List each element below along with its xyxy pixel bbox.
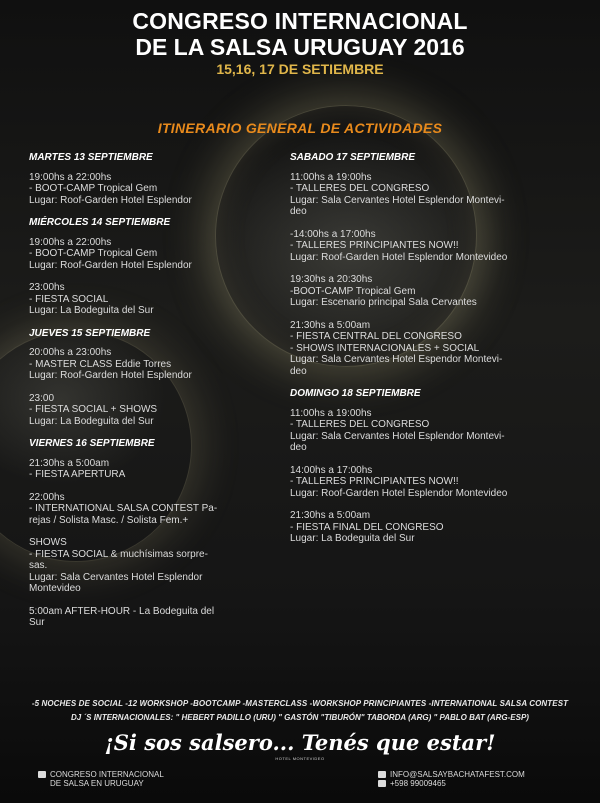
schedule-block [29,537,284,595]
schedule-block [29,347,284,382]
schedule-line: Lugar: Sala Cervantes Hotel Esplendor Montevi- [290,194,505,206]
day-heading: SABADO 17 SEPTIEMBRE [290,152,416,163]
schedule-line: 19:00hs a 22:00hs [29,236,112,248]
hotel-caption: HOTEL MONTEVIDEO [275,756,325,761]
schedule-line: deo [290,206,307,217]
footer-phone: +598 99009465 [390,779,446,788]
schedule-line: - TALLERES PRINCIPIANTES NOW!! [290,476,459,487]
footer-contact [378,770,598,788]
schedule-line: - TALLERES DEL CONGRESO [290,419,430,430]
poster-title-line1: CONGRESO INTERNACIONAL [132,8,468,34]
schedule-line: 22:00hs [29,491,65,503]
day-heading: JUEVES 15 SEPTIEMBRE [29,327,151,339]
schedule-line: deo [290,442,307,453]
schedule-block [29,237,284,272]
schedule-line: Lugar: La Bodeguita del Sur [29,415,154,427]
schedule-line: Lugar: Roof-Garden Hotel Esplendor [29,370,192,381]
schedule-line: Lugar: La Bodeguita del Sur [29,305,154,316]
social-page-icon [38,771,46,778]
footer-social [38,770,238,788]
footer-email: INFO@SALSAYBACHATAFEST.COM [390,770,525,779]
day-heading: DOMINGO 18 SEPTIEMBRE [290,388,421,399]
schedule-line: 21:30hs a 5:00am [29,457,110,469]
schedule-left-column [29,152,284,640]
schedule-right-column [290,152,580,556]
schedule-block [290,465,580,500]
schedule-line: Lugar: Sala Cervantes Hotel Espendor Montevi- [290,354,503,365]
schedule-line: Lugar: Roof-Garden Hotel Esplendor Montevideo [290,487,508,499]
schedule-line: - FIESTA SOCIAL + SHOWS [29,404,158,415]
schedule-line: 20:00hs a 23:00hs [29,347,112,358]
schedule-line: 23:00 [29,392,55,404]
schedule-line: - FIESTA SOCIAL & muchísimas sorpre- [29,548,208,560]
schedule-line: 5:00am AFTER-HOUR - La Bodeguita del [29,605,215,617]
schedule-block [29,393,284,428]
schedule-line: rejas / Solista Masc. / Solista Fem.+ [29,514,189,526]
schedule-line: - TALLERES DEL CONGRESO [290,183,430,194]
schedule-line: -14:00hs a 17:00hs [290,228,376,240]
schedule-line: - FIESTA APERTURA [29,469,126,480]
schedule-line: Sur [29,617,45,628]
schedule-line: - MASTER CLASS Eddie Torres [29,358,172,370]
itinerary-heading: ITINERARIO GENERAL DE ACTIVIDADES [157,120,443,136]
schedule-line: - FIESTA SOCIAL [29,293,109,305]
schedule-line: - TALLERES PRINCIPIANTES NOW!! [290,240,459,251]
schedule-line: 21:30hs a 5:00am [290,510,371,521]
schedule-line: 14:00hs a 17:00hs [290,464,373,476]
schedule-line: 23:00hs [29,282,65,293]
schedule-block [290,229,580,264]
mail-icon [378,771,386,778]
schedule-line: - FIESTA FINAL DEL CONGRESO [290,521,444,533]
schedule-line: - FIESTA CENTRAL DEL CONGRESO [290,331,462,342]
schedule-line: - BOOT-CAMP Tropical Gem [29,183,158,194]
schedule-line: Lugar: Roof-Garden Hotel Esplendor [29,194,192,206]
schedule-line: - BOOT-CAMP Tropical Gem [29,248,158,259]
event-dates: 15,16, 17 DE SETIEMBRE [216,61,384,77]
schedule-line: 11:00hs a 19:00hs [290,171,372,183]
schedule-line: - SHOWS INTERNACIONALES + SOCIAL [290,342,480,354]
schedule-line: 19:30hs a 20:30hs [290,274,373,285]
schedule-line: Lugar: Sala Cervantes Hotel Esplendor [29,571,203,583]
poster-title-line2: DE LA SALSA URUGUAY 2016 [135,34,465,60]
schedule-line: Lugar: Sala Cervantes Hotel Esplendor Montevi- [290,430,505,442]
schedule-block [290,320,580,378]
schedule-line: Montevideo [29,583,81,594]
schedule-line: Lugar: Roof-Garden Hotel Esplendor Montevideo [290,251,508,263]
day-heading: MIÉRCOLES 14 SEPTIEMBRE [29,217,171,228]
schedule-block [290,408,580,454]
schedule-block [29,606,284,629]
schedule-line: Lugar: Escenario principal Sala Cervantes [290,297,477,308]
day-heading: MARTES 13 SEPTIEMBRE [29,152,153,163]
phone-icon [378,780,386,787]
schedule-line: -BOOT-CAMP Tropical Gem [290,285,416,297]
schedule-line: - INTERNATIONAL SALSA CONTEST Pa- [29,503,218,514]
schedule-line: 21:30hs a 5:00am [290,319,371,331]
slogan: ¡Si sos salsero... Tenés que estar! [104,730,496,755]
footer-org-line2: DE SALSA EN URUGUAY [50,779,144,788]
schedule-block [29,492,284,527]
day-heading: VIERNES 16 SEPTIEMBRE [29,438,155,449]
schedule-block [290,274,580,309]
schedule-line: 11:00hs a 19:00hs [290,407,372,419]
schedule-block [29,172,284,207]
schedule-block [290,172,580,218]
footer-org-line1: CONGRESO INTERNACIONAL [50,770,164,779]
schedule-line: SHOWS [29,537,67,548]
schedule-block [29,282,284,317]
schedule-block [29,458,284,481]
schedule-line: Lugar: La Bodeguita del Sur [290,533,415,544]
schedule-line: 19:00hs a 22:00hs [29,171,112,183]
schedule-line: deo [290,365,307,377]
schedule-block [290,510,580,545]
features-line: -5 NOCHES DE SOCIAL -12 WORKSHOP -BOOTCAMP -MASTERCLASS -WORKSHOP PRINCIPIANTES -INTERNATIONAL SALSA CONTEST [31,699,569,708]
schedule-line: Lugar: Roof-Garden Hotel Esplendor [29,259,192,271]
schedule-line: sas. [29,560,48,571]
djs-line: DJ ´S INTERNACIONALES: " HEBERT PADILLO (URU) " GASTÓN "TIBURÓN" TABORDA (ARG) " PABLO BAT (ARG-ESP) [71,713,529,722]
